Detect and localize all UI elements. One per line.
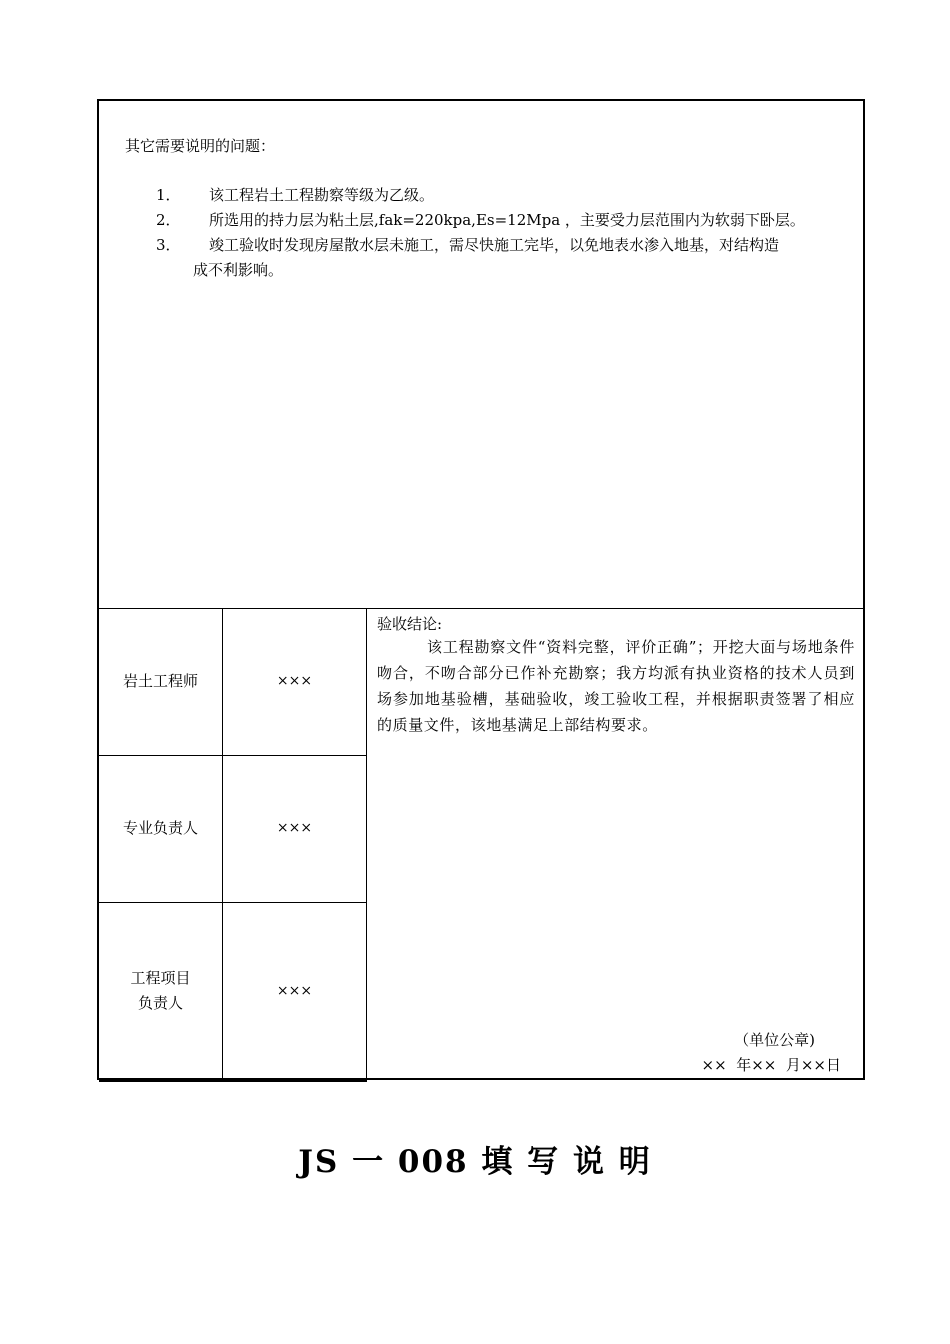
note-text-continuation: 成不利影响。 xyxy=(193,261,284,279)
signature-row xyxy=(99,902,367,1082)
notes-list xyxy=(153,183,853,283)
page-title: JS 一 008 填 写 说 明 xyxy=(298,1144,652,1180)
signature-row xyxy=(99,608,367,756)
role-label: 工程项目 负责人 xyxy=(99,902,223,1080)
conclusion-text: 该工程勘察文件“资料完整，评价正确”；开挖大面与场地条件吻合，不吻合部分已作补充勘察；我方均派有执业资格的技术人员到场参加地基验槽，基础验收，竣工验收工程，并根据职责签署了相应的质量文件，该地基满足上部结构要求。 xyxy=(377,638,855,734)
company-seal-label: （单位公章) xyxy=(734,1031,815,1049)
conclusion-section xyxy=(367,608,863,1078)
note-number: 3． xyxy=(156,236,181,254)
note-item xyxy=(153,183,853,208)
acceptance-form xyxy=(97,99,865,1080)
note-item xyxy=(153,208,853,233)
conclusion-label: 验收结论: xyxy=(377,615,443,633)
role-label: 专业负责人 xyxy=(99,755,223,902)
signer-name: ××× xyxy=(223,755,367,902)
note-item xyxy=(153,233,853,283)
signature-row xyxy=(99,755,367,903)
signer-name: ××× xyxy=(223,902,367,1080)
notes-heading: 其它需要说明的问题： xyxy=(125,137,276,155)
note-text: 所选用的持力层为粘土层,fak=220kpa,Es=12Mpa ，主要受力层范围内为软弱下卧层。 xyxy=(209,211,805,229)
note-text: 该工程岩土工程勘察等级为乙级。 xyxy=(209,186,435,204)
date-line: ×× 年×× 月××日 xyxy=(701,1056,841,1074)
notes-section xyxy=(99,101,863,609)
note-number: 1． xyxy=(156,186,181,204)
role-label: 岩土工程师 xyxy=(99,608,223,755)
note-number: 2． xyxy=(156,211,181,229)
note-text: 竣工验收时发现房屋散水层未施工，需尽快施工完毕，以免地表水渗入地基，对结构造 xyxy=(209,236,780,254)
signer-name: ××× xyxy=(223,608,367,755)
signature-table xyxy=(99,608,367,1080)
